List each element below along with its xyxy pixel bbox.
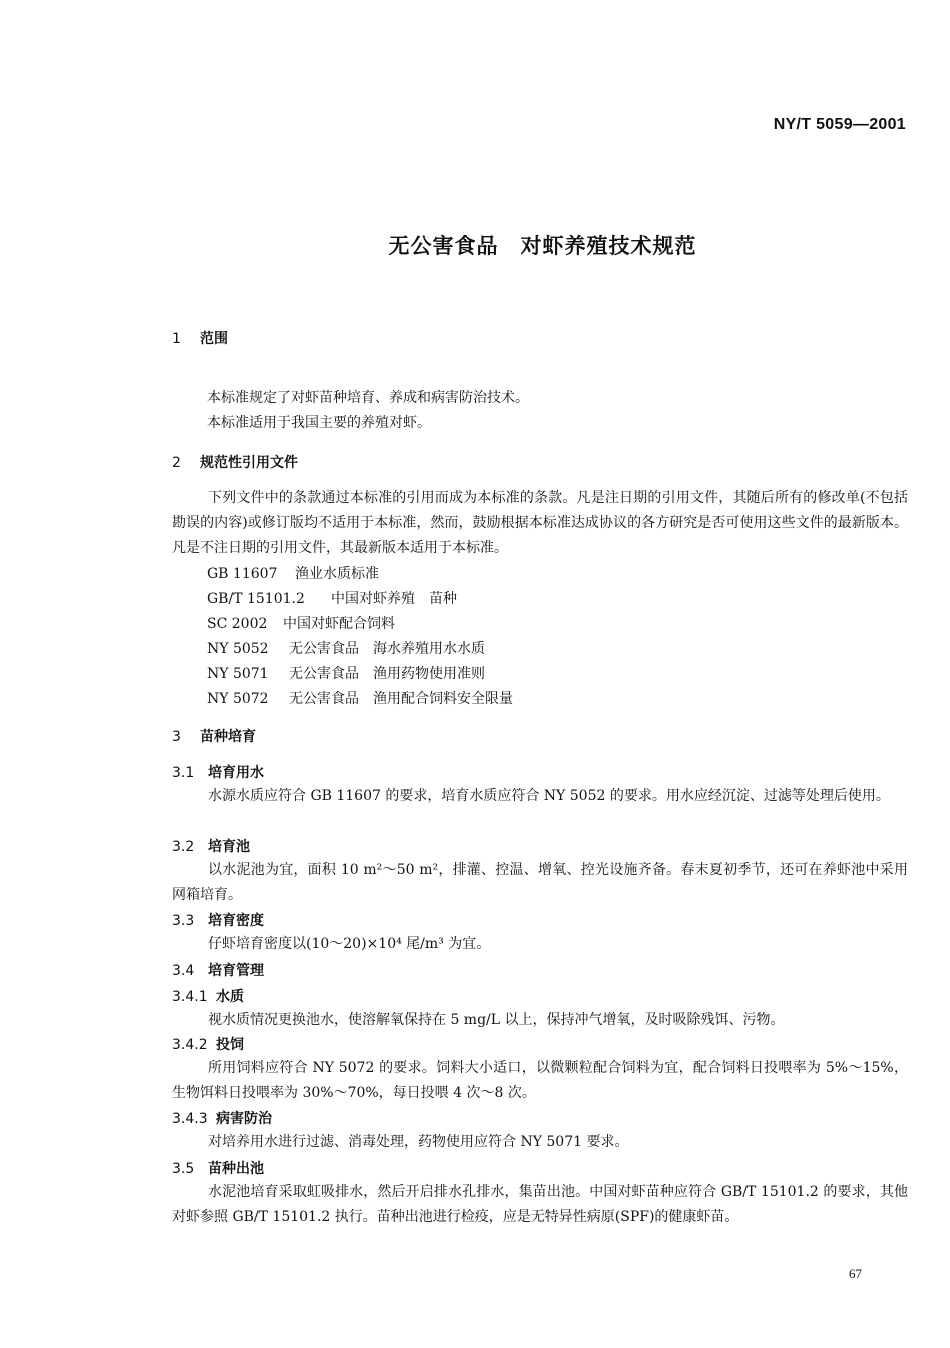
reference-item: NY 5052 无公害食品 海水养殖用水水质 bbox=[207, 641, 485, 657]
title-part-2: 对虾养殖技术规范 bbox=[520, 234, 697, 258]
section-3-3-heading: 3.3 培育密度 bbox=[172, 913, 264, 929]
section-3-2-heading: 3.2 培育池 bbox=[172, 839, 250, 855]
title-part-1: 无公害食品 bbox=[388, 234, 499, 258]
section-1-heading bbox=[172, 328, 228, 348]
reference-item: NY 5072 无公害食品 渔用配合饲料安全限量 bbox=[207, 691, 513, 707]
section-number: 3 bbox=[172, 729, 181, 745]
section-3-5-text: 水泥池培育采取虹吸排水，然后开启排水孔排水，集苗出池。中国对虾苗种应符合 GB/T 15101.2 的要求，其他对虾参照 GB/T 15101.2 执行。苗种出池进行检疫，应是无特异性病原(SPF)的健康虾苗。 bbox=[172, 1184, 908, 1225]
section-3-3-text: 仔虾培育密度以(10～20)×10⁴ 尾/m³ 为宜。 bbox=[208, 936, 491, 952]
section-3-4-2-heading: 3.4.2 投饲 bbox=[172, 1037, 244, 1053]
section-3-1-text: 水源水质应符合 GB 11607 的要求，培育水质应符合 NY 5052 的要求。用水应经沉淀、过滤等处理后使用。 bbox=[208, 788, 890, 804]
section-3-5-heading: 3.5 苗种出池 bbox=[172, 1161, 264, 1177]
document-title bbox=[0, 230, 950, 260]
section-1-para-2: 本标准适用于我国主要的养殖对虾。 bbox=[207, 415, 431, 431]
section-1-para-1: 本标准规定了对虾苗种培育、养成和病害防治技术。 bbox=[207, 390, 529, 406]
section-2-heading bbox=[172, 452, 298, 472]
section-3-4-1-text: 视水质情况更换池水，使溶解氧保持在 5 mg/L 以上，保持冲气增氧，及时吸除残饵、污物。 bbox=[208, 1012, 785, 1028]
section-number: 2 bbox=[172, 455, 181, 471]
standard-code: NY/T 5059—2001 bbox=[773, 116, 906, 133]
section-3-heading bbox=[172, 726, 256, 746]
section-title: 苗种培育 bbox=[200, 729, 256, 745]
section-3-4-heading: 3.4 培育管理 bbox=[172, 963, 264, 979]
reference-item: NY 5071 无公害食品 渔用药物使用准则 bbox=[207, 666, 485, 682]
section-2-para-1: 下列文件中的条款通过本标准的引用而成为本标准的条款。凡是注日期的引用文件，其随后所有的修改单(不包括勘误的内容)或修订版均不适用于本标准，然而，鼓励根据本标准达成协议的各方研究是否可使用这些文件的最新版本。凡是不注日期的引用文件，其最新版本适用于本标准。 bbox=[172, 490, 908, 556]
reference-item: GB 11607 渔业水质标准 bbox=[207, 566, 379, 582]
section-3-4-2-text: 所用饲料应符合 NY 5072 的要求。饲料大小适口，以微颗粒配合饲料为宜，配合饲料日投喂率为 5%～15%，生物饵料日投喂率为 30%～70%，每日投喂 4 次～8 次。 bbox=[172, 1060, 908, 1101]
section-title: 规范性引用文件 bbox=[200, 455, 298, 471]
section-3-4-3-text: 对培养用水进行过滤、消毒处理，药物使用应符合 NY 5071 要求。 bbox=[208, 1134, 629, 1150]
page-number: 67 bbox=[849, 1266, 862, 1281]
section-3-4-3-heading: 3.4.3 病害防治 bbox=[172, 1111, 272, 1127]
section-3-2-text: 以水泥池为宜，面积 10 m²～50 m²，排灌、控温、增氧、控光设施齐备。春末夏初季节，还可在养虾池中采用网箱培育。 bbox=[172, 862, 908, 903]
section-3-1-heading: 3.1 培育用水 bbox=[172, 765, 264, 781]
section-3-4-1-heading: 3.4.1 水质 bbox=[172, 989, 244, 1005]
section-title: 范围 bbox=[200, 331, 228, 347]
section-number: 1 bbox=[172, 331, 181, 347]
reference-item: SC 2002 中国对虾配合饲料 bbox=[207, 616, 395, 632]
reference-item: GB/T 15101.2 中国对虾养殖 苗种 bbox=[207, 591, 457, 607]
